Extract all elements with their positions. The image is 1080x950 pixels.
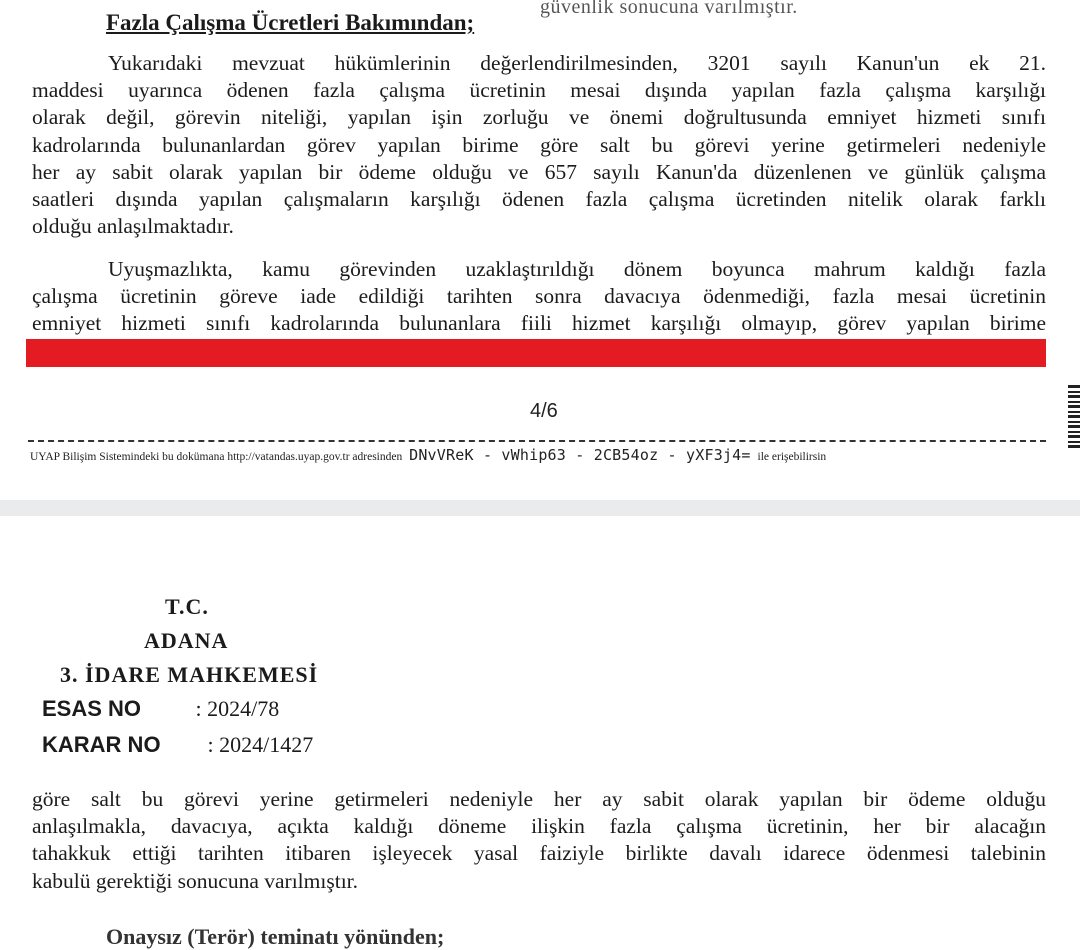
karar-no-row: [42, 732, 313, 758]
page-separator: [0, 500, 1080, 516]
header-city: ADANA: [144, 628, 229, 653]
red-highlight-bar: [26, 339, 1046, 367]
page-number: 4/6: [530, 400, 558, 422]
text-line: maddesi uyarınca ödenen fazla çalışma ücretinin mesai dışında yapılan fazla çalışma karşılığı: [32, 78, 1046, 103]
text-line: her ay sabit olarak yapılan bir ödeme olduğu ve 657 sayılı Kanun'da düzenlenen ve günlük çalışma: [32, 159, 1046, 184]
section-heading: Fazla Çalışma Ücretleri Bakımından;: [106, 10, 475, 35]
paragraph-uyusmazlik: [32, 256, 1046, 338]
text-line: saatleri dışında yapılan çalışmaların karşılığı ödenen fazla çalışma ücretinden nitelik olarak farklı: [32, 187, 1046, 212]
paragraph-fazla-calisma: [32, 50, 1046, 240]
text-line: kadrolarında bulunanlardan görev yapılan birime göre salt bu görevi yerine getirmeleri nedeniyle: [32, 132, 1046, 157]
document-access-code: DNvVReK - vWhip63 - 2CB54oz - yXF3j4=: [409, 446, 751, 464]
paragraph-sonuc: [32, 786, 1046, 895]
text-line: göre salt bu görevi yerine getirmeleri nedeniyle her ay sabit olarak yapılan bir ödeme olduğu: [32, 787, 1046, 811]
cut-off-heading: Onaysız (Terör) teminatı yönünden;: [106, 924, 445, 949]
text-line: tahakkuk ettiği tarihten itibaren işleyecek yasal faiziyle birlikte davalı idarece ödenmesi talebinin: [32, 841, 1046, 866]
qr-code-icon: [1068, 384, 1080, 448]
footer-divider: [28, 440, 1046, 442]
header-country: T.C.: [165, 594, 209, 619]
esas-no-value: : 2024/78: [195, 696, 280, 721]
cut-off-text-line: güvenlik sonucuna varılmıştır.: [540, 0, 798, 18]
text-line: Uyuşmazlıkta, kamu görevinden uzaklaştırıldığı dönem boyunca mahrum kaldığı fazla: [108, 257, 1046, 281]
text-line: Yukarıdaki mevzuat hükümlerinin değerlendirilmesinden, 3201 sayılı Kanun'un ek 21.: [108, 51, 1046, 75]
text-line: çalışma ücretinin göreve iade edildiği tarihten sonra davacıya ödenmediği, fazla mesai ücretinin: [32, 284, 1046, 309]
karar-no-label: KARAR NO: [42, 732, 161, 757]
text-line: emniyet hizmeti sınıfı kadrolarında bulunanlara fiili hizmet karşılığı olmayıp, görev yapılan birime: [32, 311, 1046, 336]
text-line: kabulü gerektiği sonucuna varılmıştır.: [32, 868, 359, 893]
header-court: 3. İDARE MAHKEMESİ: [60, 662, 319, 687]
karar-no-value: : 2024/1427: [207, 732, 314, 757]
footer-prefix: UYAP Bilişim Sistemindeki bu dokümana http://vatandas.uyap.gov.tr adresinden: [30, 451, 403, 463]
footer-suffix: ile erişebilirsin: [757, 451, 827, 463]
esas-no-row: [42, 696, 279, 722]
document-page-5: [0, 516, 1080, 949]
text-line: olduğu anlaşılmaktadır.: [32, 214, 234, 239]
esas-no-label: ESAS NO: [42, 696, 142, 721]
uyap-footer: [30, 446, 1050, 464]
text-line: anlaşılmakla, davacıya, açıkta kaldığı döneme ilişkin fazla çalışma ücretinin, her bir alacağın: [32, 814, 1046, 839]
text-line: olarak değil, görevin niteliği, yapılan işin zorluğu ve önemi doğrultusunda emniyet hizmeti sınıfı: [32, 105, 1046, 130]
